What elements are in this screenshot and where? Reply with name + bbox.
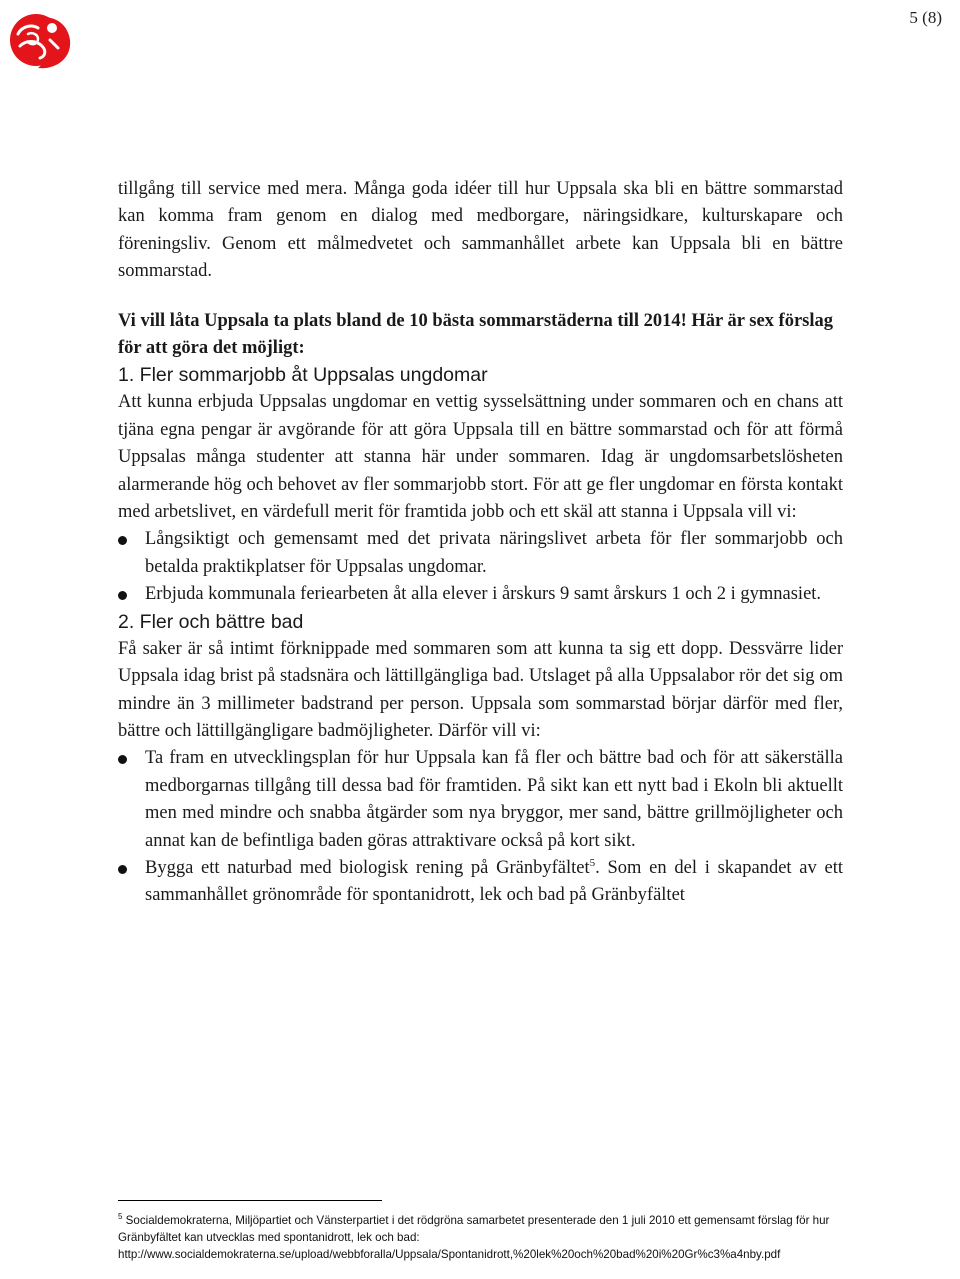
- footnote-text: Socialdemokraterna, Miljöpartiet och Vänsterpartiet i det rödgröna samarbetet presenterade den 1 juli 2010 ett gemensamt förslag för hur Gränbyfältet kan utvecklas med spontanidrott, lek och bad:: [118, 1214, 830, 1244]
- list-item-text: Långsiktigt och gemensamt med det privata näringslivet arbeta för fler sommarjobb och betalda praktikplatser för Uppsalas ungdomar.: [145, 529, 843, 577]
- footnote-link[interactable]: http://www.socialdemokraterna.se/upload/webbforalla/Uppsala/Spontanidrott,%20lek%20och%20bad%20i%20Gr%c3%a4nby.pdf: [118, 1248, 781, 1261]
- footnote-divider: [118, 1200, 382, 1201]
- bold-statement: Vi vill låta Uppsala ta plats bland de 10 bästa sommarstäderna till 2014! Här är sex förslag för att göra det möjligt:: [118, 310, 834, 359]
- footnote: [118, 1212, 842, 1263]
- rose-logo-icon: [6, 4, 76, 74]
- list-item: [118, 855, 843, 910]
- list-item: [118, 581, 843, 608]
- list-item: [118, 526, 843, 581]
- bullet-icon: [118, 865, 127, 874]
- list-item: [118, 745, 843, 855]
- document-body: [118, 176, 843, 910]
- baths-paragraph: Få saker är så intimt förknippade med sommaren som att kunna ta sig ett dopp. Dessvärre lider Uppsala idag brist på stadsnära och lättillgängliga bad. Utslaget på alla Uppsalabor rör det sig om mindre än 3 millimeter badstrand per person. Uppsala som sommarstad börjar därför med fler, bättre och lättillgängligare badmöjligheter. Därför vill vi:: [118, 638, 843, 741]
- footnote-number: 5: [118, 1212, 123, 1221]
- baths-bullet-list: [118, 745, 843, 909]
- section-heading-summer-jobs: 1. Fler sommarjobb åt Uppsalas ungdomar: [118, 364, 488, 387]
- list-item-text: Bygga ett naturbad med biologisk rening på Gränbyfältet: [145, 857, 590, 878]
- bullet-icon: [118, 591, 127, 600]
- list-item-text: Erbjuda kommunala feriearbeten åt alla elever i årskurs 9 samt årskurs 1 och 2 i gymnasiet.: [145, 584, 822, 605]
- footnote-reference[interactable]: 5: [589, 856, 596, 869]
- bullet-icon: [118, 755, 127, 764]
- list-item-text-continued: . Som en del i skapandet av ett sammanhållet grönområde för spontanidrott, lek och bad på Gränbyfältet: [145, 857, 843, 906]
- section-heading-baths: 2. Fler och bättre bad: [118, 610, 304, 633]
- page-number: 5 (8): [909, 8, 942, 27]
- summer-jobs-paragraph: Att kunna erbjuda Uppsalas ungdomar en vettig sysselsättning under sommaren och en chans att tjäna egna pengar är avgörande för att göra Uppsala till en bättre sommarstad och för att förmå Uppsalas många studenter att stanna här under sommaren. Idag är ungdomsarbetslösheten alarmerande hög och behovet av fler sommarjobb stort. För att ge fler ungdomar en första kontakt med arbetslivet, en värdefull merit för framtida jobb och ett skäl att stanna i Uppsala vill vi:: [118, 392, 843, 523]
- list-item-text: Ta fram en utvecklingsplan för hur Uppsala kan få fler och bättre bad och för att säkerställa medborgarnas tillgång till dessa bad för framtiden. På sikt kan ett nytt bad i Ekoln bli aktuellt men med mindre och snabba åtgärder som nya bryggor, mer sand, bättre grillmöjligheter och annat kan de befintliga baden göras attraktivare också på kort sikt.: [145, 748, 843, 851]
- intro-paragraph: tillgång till service med mera. Många goda idéer till hur Uppsala ska bli en bättre sommarstad kan komma fram genom en dialog med medborgare, näringsidkare, kulturskapare och föreningsliv. Genom ett målmedvetet och sammanhållet arbete kan Uppsala bli en bättre sommarstad.: [118, 179, 843, 282]
- summer-jobs-bullet-list: [118, 526, 843, 608]
- bullet-icon: [118, 536, 127, 545]
- party-logo: [6, 4, 76, 74]
